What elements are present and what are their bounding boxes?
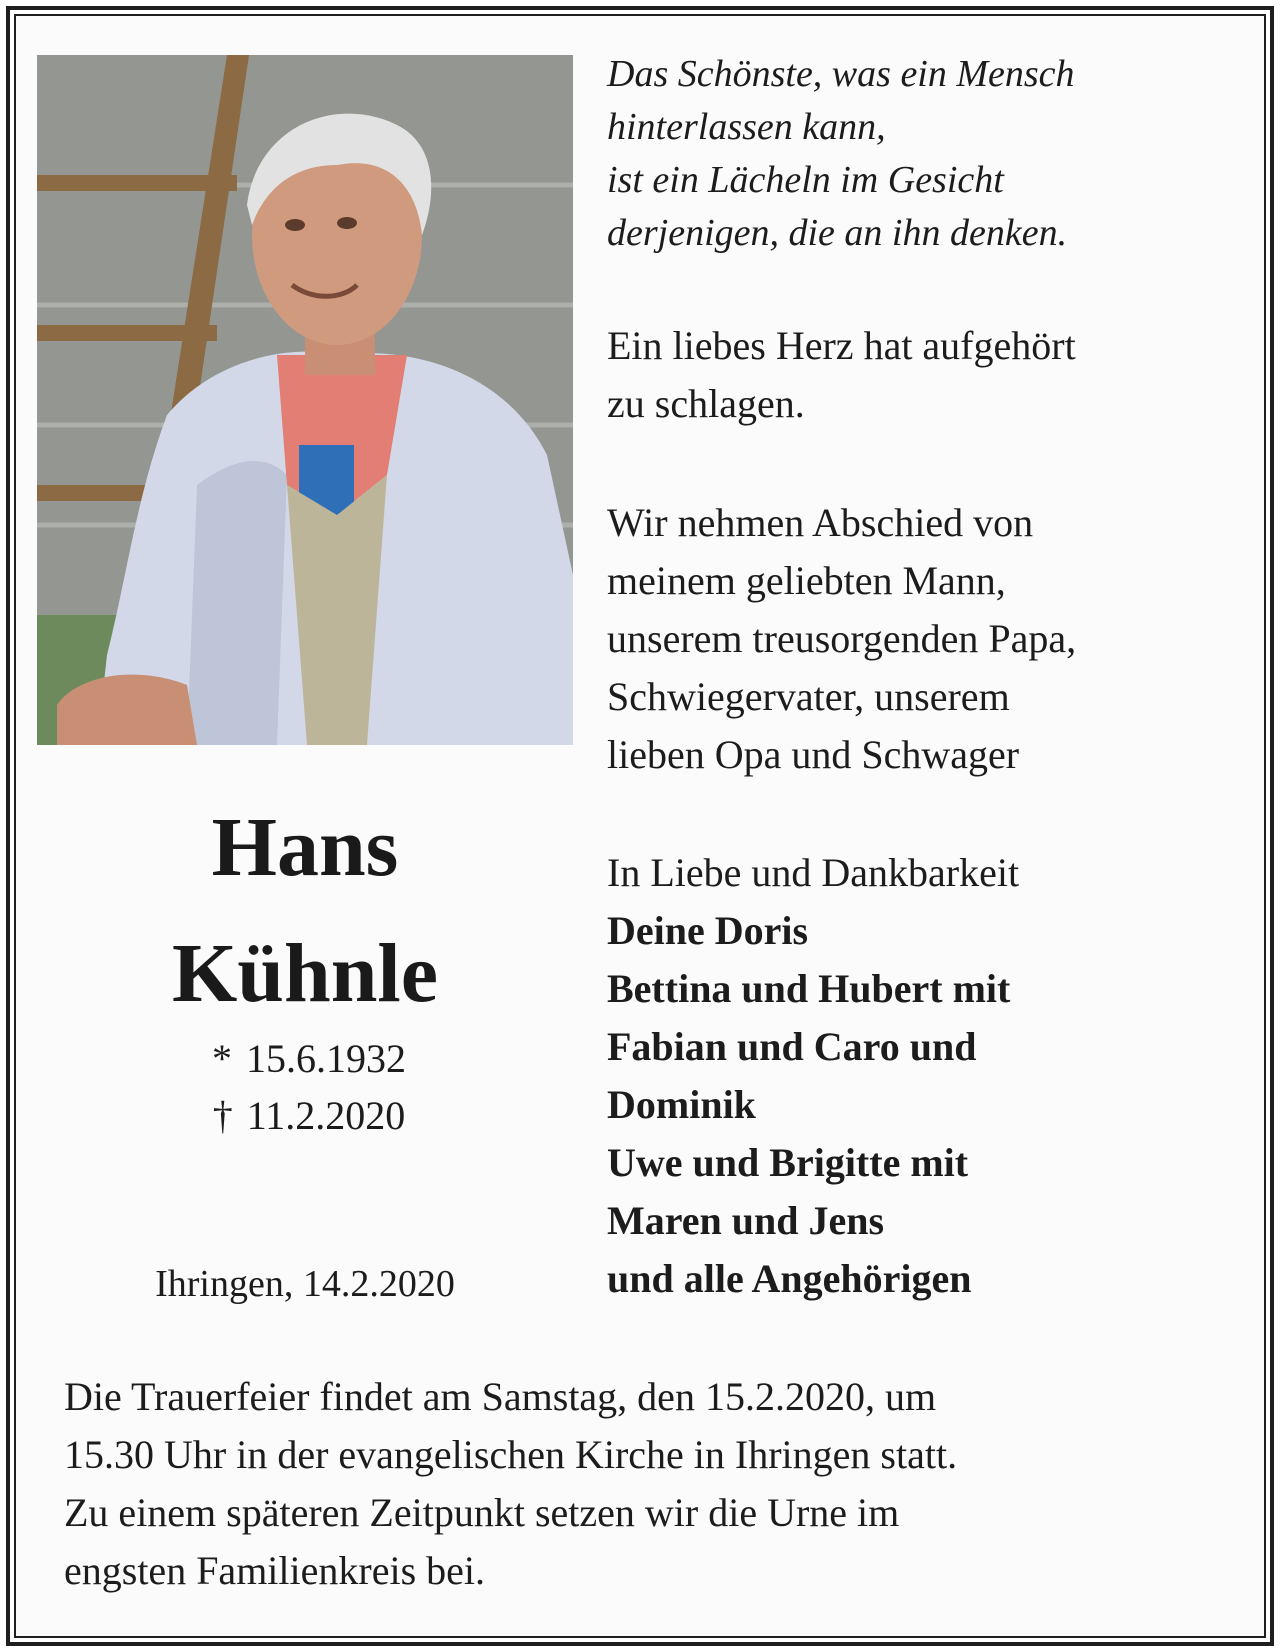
quote-line: derjenigen, die an ihn denken. <box>607 212 1068 254</box>
mourners-signature <box>607 844 1257 1308</box>
announcement-line: Ein liebes Herz hat aufgehört <box>607 323 1076 368</box>
funeral-details <box>64 1368 1254 1600</box>
birth-date-line <box>60 1031 550 1087</box>
death-date: 11.2.2020 <box>246 1093 406 1138</box>
mourner-name: Fabian und Caro und <box>607 1024 977 1069</box>
mourner-name: Maren und Jens <box>607 1198 885 1243</box>
announcement-heart <box>607 317 1257 433</box>
place-and-date: Ihringen, 14.2.2020 <box>155 1263 455 1305</box>
mourner-name: Deine Doris <box>607 908 809 953</box>
announcement-line: meinem geliebten Mann, <box>607 558 1006 603</box>
announcement-line: Schwiegervater, unserem <box>607 674 1010 719</box>
birth-date: 15.6.1932 <box>246 1036 406 1081</box>
death-date-line <box>60 1088 550 1144</box>
mourner-name: Bettina und Hubert mit <box>607 966 1011 1011</box>
announcement-line: Wir nehmen Abschied von <box>607 500 1034 545</box>
mourner-name: und alle Angehörigen <box>607 1256 972 1301</box>
announcement-line: lieben Opa und Schwager <box>607 732 1020 777</box>
mourner-name: Dominik <box>607 1082 756 1127</box>
death-cross-icon: † <box>212 1093 233 1138</box>
signature-intro: In Liebe und Dankbarkeit <box>607 850 1020 895</box>
announcement-line: unserem treusorgenden Papa, <box>607 616 1077 661</box>
funeral-details-line: engsten Familienkreis bei. <box>64 1548 486 1593</box>
portrait-illustration <box>37 55 573 745</box>
announcement-line: zu schlagen. <box>607 381 805 426</box>
funeral-details-line: 15.30 Uhr in der evangelischen Kirche in Ihringen statt. <box>64 1432 958 1477</box>
memorial-quote <box>607 48 1247 260</box>
funeral-details-line: Zu einem späteren Zeitpunkt setzen wir die Urne im <box>64 1490 900 1535</box>
quote-line: ist ein Lächeln im Gesicht <box>607 159 1004 201</box>
deceased-last-name: Kühnle <box>171 927 439 1020</box>
announcement-farewell <box>607 494 1257 784</box>
quote-line: Das Schönste, was ein Mensch <box>607 53 1075 95</box>
funeral-details-line: Die Trauerfeier findet am Samstag, den 15.2.2020, um <box>64 1374 937 1419</box>
mourner-name: Uwe und Brigitte mit <box>607 1140 969 1185</box>
birth-star-icon: * <box>212 1036 232 1081</box>
portrait-photo <box>37 55 573 745</box>
deceased-first-name: Hans <box>211 801 399 894</box>
quote-line: hinterlassen kann, <box>607 106 886 148</box>
